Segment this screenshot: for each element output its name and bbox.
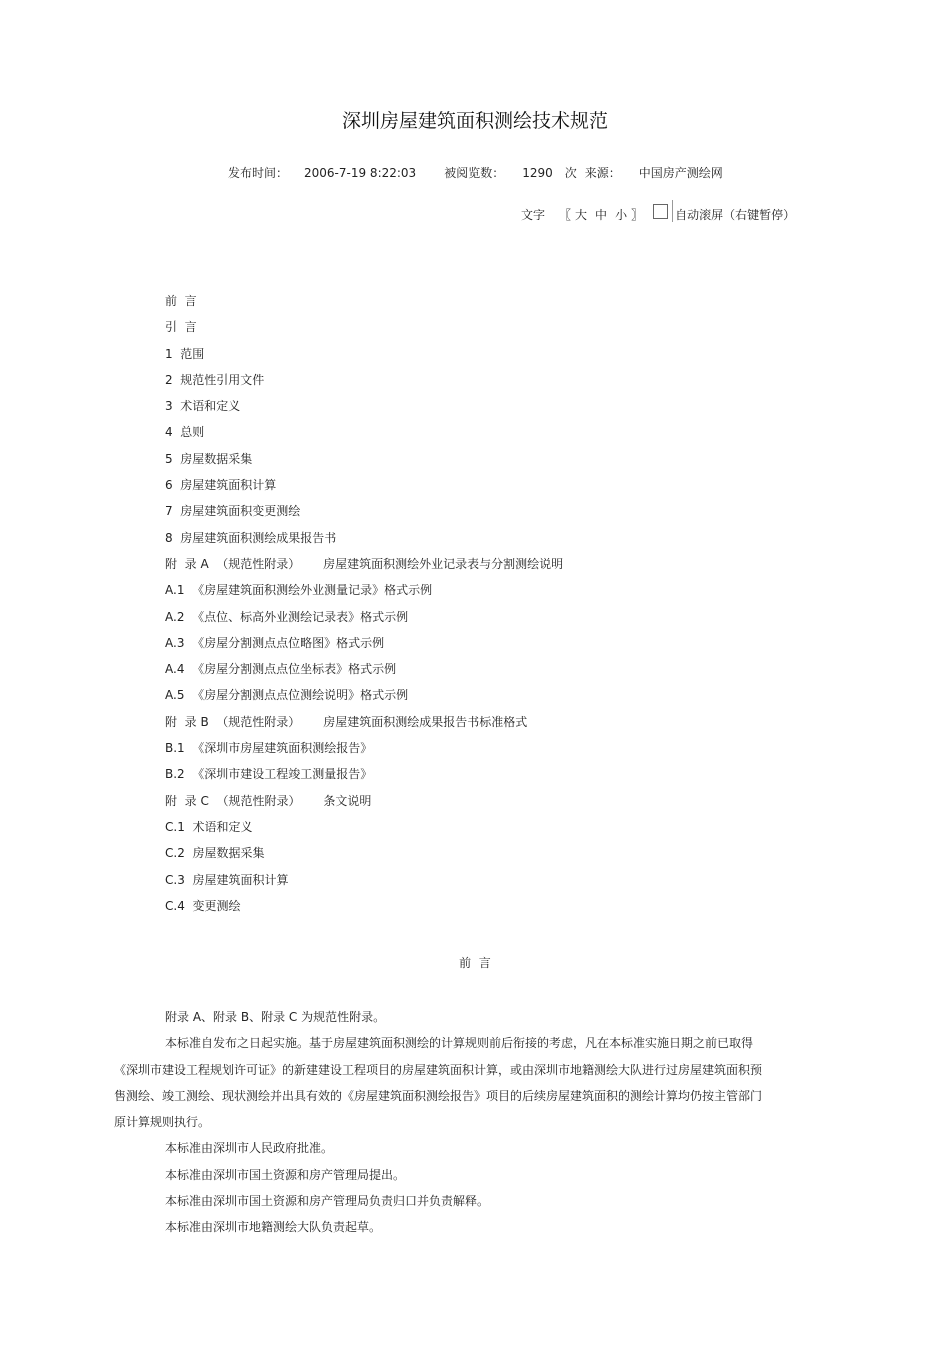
toc-item[interactable]: A.4 《房屋分割测点点位坐标表》格式示例 [165,662,397,677]
toc-item[interactable]: 引 言 [165,320,197,335]
toc-item[interactable]: A.1 《房屋建筑面积测绘外业测量记录》格式示例 [165,583,433,598]
paragraph: 本标准由深圳市国土资源和房产管理局负责归口并负责解释。 [165,1194,490,1209]
autoscroll-label: 自动滚屏（右键暂停） [675,207,796,222]
toc-item[interactable]: C.1 术语和定义 [165,819,253,834]
font-large-link[interactable]: 大 [575,207,588,222]
paragraph: 本标准由深圳市人民政府批准。 [165,1141,334,1156]
article-meta [228,164,723,181]
toc-item[interactable]: 前 言 [165,294,197,308]
autoscroll-checkbox[interactable] [653,204,668,219]
paragraph: 本标准由深圳市国土资源和房产管理局提出。 [165,1167,406,1182]
toc-item[interactable]: B.2 《深圳市建设工程竣工测量报告》 [165,767,373,782]
section-heading-foreword: 前 言 [459,956,491,970]
toc-item[interactable]: 6 房屋建筑面积计算 [165,478,277,493]
font-small-link[interactable]: 小 [615,207,628,222]
font-medium-link[interactable]: 中 [595,207,608,222]
toc-item[interactable]: 附 录 C （规范性附录） 条文说明 [165,793,372,808]
toc-item[interactable]: 附 录 B （规范性附录） 房屋建筑面积测绘成果报告书标准格式 [165,714,528,729]
toc-item[interactable]: 7 房屋建筑面积变更测绘 [165,504,301,519]
toc-item[interactable]: B.1 《深圳市房屋建筑面积测绘报告》 [165,741,373,756]
bracket-close: 〗 [631,207,644,222]
toc-item[interactable]: 3 术语和定义 [165,399,241,414]
toc-item[interactable]: 2 规范性引用文件 [165,372,265,387]
toc-item[interactable]: 4 总则 [165,425,205,440]
foreword-body [114,1004,764,1241]
source-label: 来源： [584,166,621,180]
toc-item[interactable]: A.2 《点位、标高外业测绘记录表》格式示例 [165,609,409,624]
toc-item[interactable]: A.3 《房屋分割测点点位略图》格式示例 [165,635,385,650]
font-size-controls [521,203,795,225]
bracket-open: 〖 [559,207,572,222]
toc-item[interactable]: A.5 《房屋分割测点点位测绘说明》格式示例 [165,688,409,703]
views-label: 被阅览数： [444,166,505,180]
toc-item[interactable]: 1 范围 [165,346,205,361]
table-of-contents [165,291,563,922]
toc-item[interactable]: 附 录 A （规范性附录） 房屋建筑面积测绘外业记录表与分割测绘说明 [165,556,564,571]
views-count: 1290 [522,166,553,180]
page-title: 深圳房屋建筑面积测绘技术规范 [341,110,608,132]
font-size-label: 文字 [521,207,546,222]
publish-label: 发布时间： [228,166,289,180]
publish-time: 2006-7-19 8:22:03 [304,166,417,180]
toc-item[interactable]: 8 房屋建筑面积测绘成果报告书 [165,530,337,545]
paragraph: 附录 A、附录 B、附录 C 为规范性附录。 [165,1010,386,1024]
toc-item[interactable]: 5 房屋数据采集 [165,451,253,466]
toc-item[interactable]: C.2 房屋数据采集 [165,846,265,861]
source-value: 中国房产测绘网 [638,166,723,180]
views-unit: 次 [564,166,577,180]
paragraph: 本标准由深圳市地籍测绘大队负责起草。 [165,1220,382,1235]
toc-item[interactable]: C.3 房屋建筑面积计算 [165,872,289,887]
toc-item[interactable]: C.4 变更测绘 [165,898,241,913]
paragraph: 本标准自发布之日起实施。基于房屋建筑面积测绘的计算规则前后衔接的考虑，凡在本标准实施日期之前已取得《深圳市建设工程规划许可证》的新建建设工程项目的房屋建筑面积计算，或由深圳市地籍测绘大队进行过房屋建筑面积预售测绘、竣工测绘、现状测绘并出具有效的《房屋建筑面积测绘报告》项目的后续房屋建筑面积的测绘计算均仍按主管部门原计算规则执行。 [114,1036,763,1130]
divider [672,200,673,222]
